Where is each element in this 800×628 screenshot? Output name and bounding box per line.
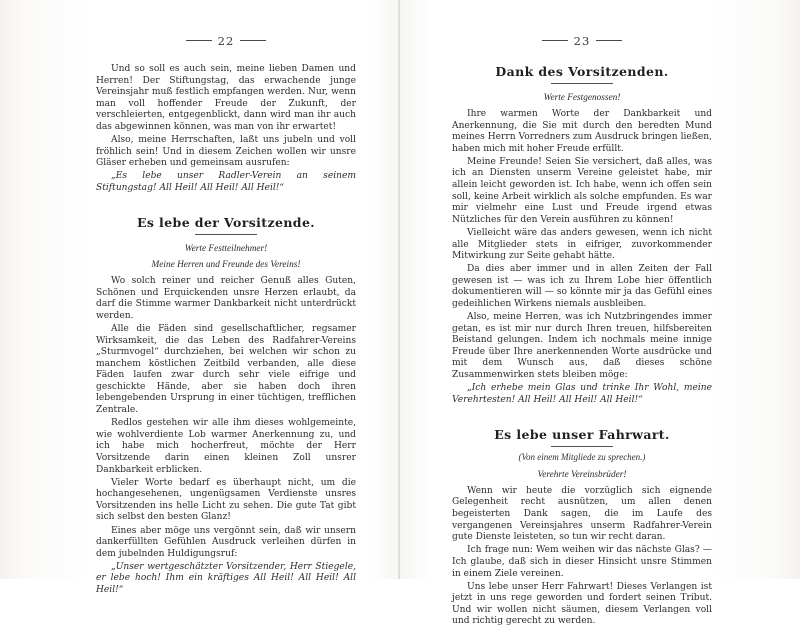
paragraph: Also, meine Herrschaften, laßt uns jubeln und voll fröhlich sein! Und in diesem Zeichen wollen wir unsre Gläser erheben und gemeinsam ausrufen: bbox=[96, 135, 356, 169]
paragraph: Eines aber möge uns vergönnt sein, daß wir unsern dankerfüllten Gefühlen Ausdruck verleihen dürfen in dem jubelnden Huldigungsruf: bbox=[96, 525, 356, 559]
section-subsalutation: Meine Herren und Freunde des Vereins! bbox=[151, 260, 301, 271]
folio-rule-right bbox=[240, 40, 266, 41]
paragraph: Wenn wir heute die vorzüglich sich eignende Gelegenheit recht ausnützen, um allen denen begeisterten Dank sagen, die im Laufe des vergangenen Vereinsjahres unserm Radfahrer-Verein gute Dienste leisteten, so tun wir recht daran. bbox=[452, 485, 712, 543]
heading-rule bbox=[195, 234, 257, 235]
section-dank-des-vorsitzenden bbox=[452, 64, 712, 406]
section-subheading: (Von einem Mitgliede zu sprechen.) bbox=[518, 451, 646, 462]
paragraph-quote: „Es lebe unser Radler-Verein an seinem Stiftungstag! All Heil! All Heil! All Heil!“ bbox=[96, 171, 356, 193]
folio-right bbox=[452, 34, 712, 48]
heading-rule bbox=[551, 446, 613, 447]
paragraph: Und so soll es auch sein, meine lieben Damen und Herren! Der Stiftungstag, das erwachende junge Vereinsjahr muß festlich empfangen werden. Nur, wenn man voll hoffender Freude der Zukunft, der verschleierten, entgegenblickt, dann wird man ihr auch das abgewinnen können, was man von ihr erwartet! bbox=[96, 64, 356, 132]
folio-number-left: 22 bbox=[217, 34, 235, 48]
folio-rule-right bbox=[596, 40, 622, 41]
paragraph: Vielleicht wäre das anders gewesen, wenn ich nicht alle Mitglieder stets in eifriger, zuvorkommender Mitwirkung zur Seite gehabt hätte. bbox=[452, 227, 712, 262]
section-es-lebe-der-vorsitzende bbox=[96, 215, 356, 597]
paragraph: Vieler Worte bedarf es überhaupt nicht, um die hochangesehenen, ungenügsamen Verdienste unsres Vorsitzenden ins helle Licht zu sehen. Die gute Tat gibt sich selbst den besten Glanz! bbox=[96, 477, 356, 523]
section-es-lebe-unser-fahrwart bbox=[452, 427, 712, 628]
section-heading: Es lebe unser Fahrwart. bbox=[494, 426, 670, 442]
folio-rule-left bbox=[542, 40, 568, 41]
paragraph: Da dies aber immer und in allen Zeiten der Fall gewesen ist — was ich zu Ihrem Lobe hier öffentlich dokumentieren will — so könnte mir ja das Gefühl eines gedeihlichen Wirkens niemals ausbleiben. bbox=[452, 264, 712, 309]
section-gap bbox=[452, 408, 712, 413]
page-left bbox=[0, 0, 400, 595]
paragraph: Wo solch reiner und reicher Genuß alles Guten, Schönen und Erquickenden unsre Herzen erlaubt, da darf die Stimme warmer Dankbarkeit nicht unterdrückt werden. bbox=[96, 276, 356, 321]
paragraph: Alle die Fäden sind gesellschaftlicher, regsamer Wirksamkeit, die das Leben des Radfahrer-Vereins „Sturmvogel“ durchziehen, bei welchen wir schon zu manchem köstlichen Zeitbild verbanden, alle diese Fäden laufen zwar durch sehr viele eifrige und geschickte Hände, aber sie haben doch ihren lebengebenden Ursprung in einer tüchtigen, trefflichen Zentrale. bbox=[96, 323, 356, 416]
section-intro bbox=[96, 64, 356, 195]
paragraph-quote: „Unser wertgeschätzter Vorsitzender, Herr Stiegele, er lebe hoch! Ihm ein kräftiges All Heil! All Heil! All Heil!“ bbox=[96, 561, 356, 595]
section-heading: Dank des Vorsitzenden. bbox=[495, 64, 669, 79]
folio-number-right: 23 bbox=[573, 34, 591, 48]
section-gap bbox=[96, 196, 356, 201]
paragraph: Also, meine Herren, was ich Nutzbringendes immer getan, es ist mir nur durch Ihren treuen, hilfsbereiten Beistand gelungen. Indem ich nochmals meine innige Freude über Ihre anerkennenden Worte ausdrücke und mit dem Wunsch aus, daß dieses schöne Zusammenwirken stets bleiben möge: bbox=[452, 312, 712, 381]
paragraph: Ich frage nun: Wem weihen wir das nächste Glas? — Ich glaube, daß sich in dieser Hinsicht unsre Stimmen in einem Ziele vereinen. bbox=[452, 545, 712, 579]
paragraph: Ihre warmen Worte der Dankbarkeit und Anerkennung, die Sie mit durch den beredten Mund meines Herrn Vorredners zum Ausdruck bringen ließen, haben mich mit hoher Freude erfüllt. bbox=[452, 109, 712, 154]
folio-left bbox=[96, 34, 356, 48]
section-salutation: Verehrte Vereinsbrüder! bbox=[537, 469, 627, 480]
page-right bbox=[400, 0, 800, 627]
heading-rule bbox=[551, 83, 613, 84]
section-salutation: Werte Festteilnehmer! bbox=[184, 244, 268, 255]
section-salutation: Werte Festgenossen! bbox=[543, 93, 621, 103]
paragraph: Meine Freunde! Seien Sie versichert, daß alles, was ich an Diensten unserm Vereine geleistet habe, mir allein leicht geworden ist. Ich habe, wenn ich offen sein soll, keine Arbeit wirklich als solche empfunden. Es war mir vielmehr eine Lust und Freude irgend etwas Nützliches für den Verein ausführen zu können! bbox=[452, 156, 712, 225]
paragraph-quote: „Ich erhebe mein Glas und trinke Ihr Wohl, meine Verehrtesten! All Heil! All Heil! All Heil!“ bbox=[452, 383, 712, 405]
folio-rule-left bbox=[186, 40, 212, 41]
paragraph: Uns lebe unser Herr Fahrwart! Dieses Verlangen ist jetzt in uns rege geworden und fordert seinen Tribut. Und wir wollen nicht säumen, diesem Verlangen voll und richtig gerecht zu werden. bbox=[452, 581, 712, 627]
section-heading: Es lebe der Vorsitzende. bbox=[136, 215, 316, 231]
paragraph: Redlos gestehen wir alle ihm dieses wohlgemeinte, wie wohlverdiente Lob warmer Anerkennung zu, und ich habe mich hocherfreut, möchte der Herr Vorsitzende darin einen kleinen Zoll unsrer Dankbarkeit erblicken. bbox=[96, 418, 356, 475]
